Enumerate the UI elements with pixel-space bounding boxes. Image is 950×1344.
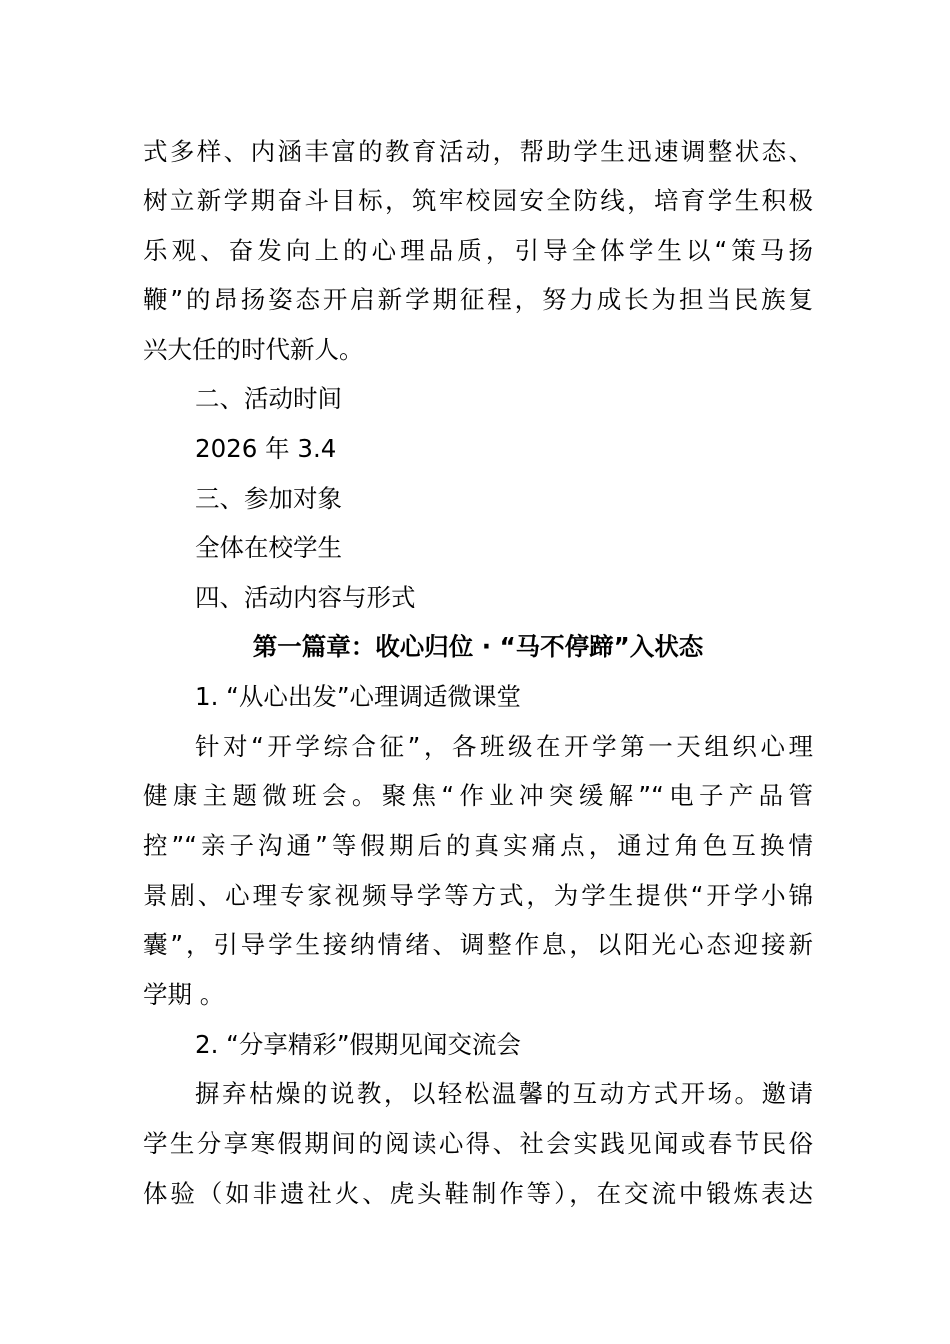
paragraph-line: 乐观、奋发向上的心理品质，引导全体学生以“策马扬 <box>143 236 813 265</box>
paragraph-line: 学期 。 <box>143 980 225 1009</box>
chapter-title: 第一篇章：收心归位 · “马不停蹄”入状态 <box>252 632 704 661</box>
paragraph-line: 树立新学期奋斗目标，筑牢校园安全防线，培育学生积极 <box>143 186 813 215</box>
paragraph-line: 针对“开学综合征”，各班级在开学第一天组织心理 <box>195 732 813 761</box>
activity-date: 2026 年 3.4 <box>195 434 337 463</box>
paragraph-line: 学生分享寒假期间的阅读心得、社会实践见闻或春节民俗 <box>143 1129 813 1158</box>
paragraph-line: 鞭”的昂扬姿态开启新学期征程，努力成长为担当民族复 <box>143 285 813 314</box>
item-title: 1. “从心出发”心理调适微课堂 <box>195 682 522 711</box>
participants-value: 全体在校学生 <box>195 533 342 562</box>
paragraph-line: 摒弃枯燥的说教，以轻松温馨的互动方式开场。邀请 <box>195 1079 813 1108</box>
section-heading-time: 二、活动时间 <box>195 384 342 413</box>
section-heading-content: 四、活动内容与形式 <box>195 583 416 612</box>
section-heading-participants: 三、参加对象 <box>195 484 342 513</box>
paragraph-line: 健康主题微班会。聚焦“作业冲突缓解”“电子产品管 <box>143 781 813 810</box>
paragraph-line: 控”“亲子沟通”等假期后的真实痛点，通过角色互换情 <box>143 831 813 860</box>
paragraph-line: 式多样、内涵丰富的教育活动，帮助学生迅速调整状态、 <box>143 137 813 166</box>
paragraph-line: 囊”，引导学生接纳情绪、调整作息，以阳光心态迎接新 <box>143 930 813 959</box>
paragraph-line: 兴大任的时代新人。 <box>143 335 364 364</box>
item-title: 2. “分享精彩”假期见闻交流会 <box>195 1030 522 1059</box>
paragraph-line: 景剧、心理专家视频导学等方式，为学生提供“开学小锦 <box>143 881 813 910</box>
paragraph-line: 体验（如非遗社火、虎头鞋制作等），在交流中锻炼表达 <box>143 1179 813 1208</box>
